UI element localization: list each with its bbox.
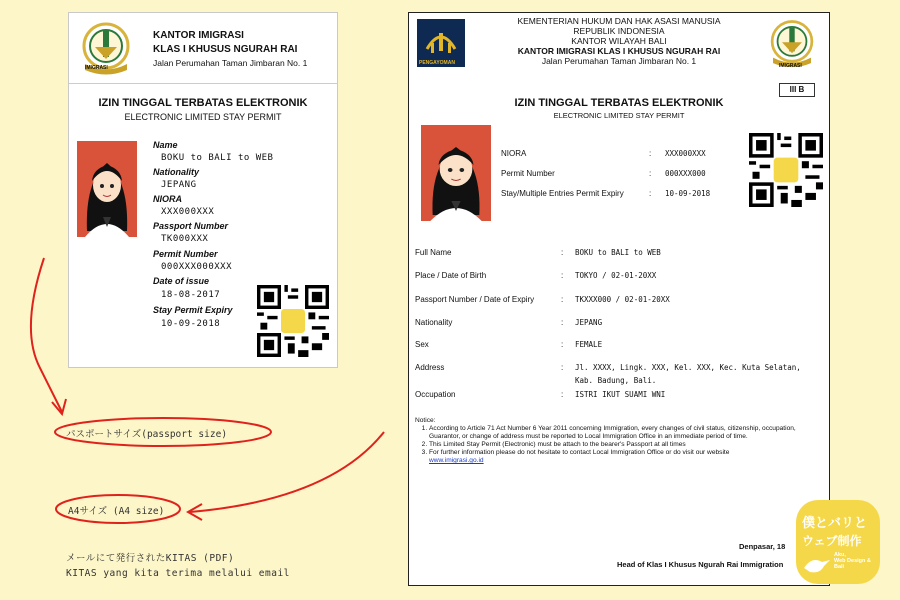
label-occupation: Occupation	[415, 390, 456, 399]
field-label-name: Name	[153, 140, 178, 150]
colon: :	[561, 340, 564, 349]
colon: :	[561, 295, 564, 304]
logo-text: PENGAYOMAN	[419, 60, 455, 66]
colon: :	[649, 189, 652, 198]
stamp-line2: ウェブ制作	[802, 534, 862, 548]
value-birth: TOKYO / 02-01-20XX	[575, 271, 657, 280]
value-address: Jl. XXXX, Lingk. XXX, Kel. XXX, Kec. Kuta Selatan,	[575, 363, 801, 372]
website-link[interactable]: www.imigrasi.go.id	[429, 457, 484, 464]
colon: :	[561, 390, 564, 399]
stamp-line1: 僕とバリと	[802, 515, 868, 530]
colon: :	[561, 248, 564, 257]
field-label-expiry: Stay Permit Expiry	[153, 305, 233, 315]
label-address: Address	[415, 363, 445, 372]
field-value-passport: TK000XXX	[161, 234, 209, 244]
ministry-line1: KEMENTERIAN HUKUM DAN HAK ASASI MANUSIA	[517, 16, 721, 26]
top-value-expiry: 10-09-2018	[665, 189, 711, 198]
field-value-name: BOKU to BALI to WEB	[161, 153, 274, 163]
bird-icon	[802, 554, 832, 576]
field-label-niora: NIORA	[153, 194, 182, 204]
permit-code-box: III B	[779, 83, 815, 97]
qr-code-icon	[749, 133, 823, 207]
a4-permit-document	[408, 12, 830, 586]
emblem-text: IMIGRASI	[779, 63, 802, 69]
top-value-niora: XXX000XXX	[665, 149, 706, 158]
field-value-issue: 18-08-2017	[161, 290, 221, 300]
value-nationality: JEPANG	[575, 318, 603, 327]
stamp-line3	[834, 552, 871, 570]
top-label-permit: Permit Number	[501, 169, 555, 178]
notice-list	[415, 425, 815, 465]
top-label-expiry: Stay/Multiple Entries Permit Expiry	[501, 189, 624, 198]
office-line2: KLAS I KHUSUS NGURAH RAI	[153, 44, 298, 55]
label-full-name: Full Name	[415, 248, 452, 257]
notice-item-text: For further information please do not hesitate to contact Local Immigration Office or do visit our website	[429, 449, 730, 456]
notice-item	[429, 449, 815, 465]
doc-title: IZIN TINGGAL TERBATAS ELEKTRONIK	[514, 97, 724, 109]
doc-subtitle: ELECTRONIC LIMITED STAY PERMIT	[553, 111, 685, 120]
top-label-niora: NIORA	[501, 149, 527, 158]
field-label-issue: Date of issue	[153, 276, 210, 286]
ministry-line3: KANTOR WILAYAH BALI	[571, 36, 667, 46]
field-value-niora: XXX000XXX	[161, 207, 215, 217]
signature-place: Denpasar, 18	[739, 542, 786, 551]
emblem-text: IMIGRASI	[85, 65, 108, 71]
stamp-line3c: Bali	[834, 564, 845, 570]
top-value-permit: 000XXX000	[665, 169, 706, 178]
notice-item: 2. This Limited Stay Permit (Electronic) must be attach to the bearer's Passport at all times	[429, 441, 815, 449]
value-occupation: ISTRI IKUT SUAMI WNI	[575, 390, 666, 399]
notice-item: 1. According to Article 71 Act Number 6 Year 2011 concerning Immigration, every changes of civil status, citizenship, occupation, Guarantor, or change of address must be reported to Local Immigration Office in an immediate period of time.	[429, 425, 815, 441]
passport-size-permit-card	[68, 12, 338, 368]
label-birth: Place / Date of Birth	[415, 271, 487, 280]
ministry-line4: KANTOR IMIGRASI KLAS I KHUSUS NGURAH RAI	[517, 46, 721, 56]
signature-title: Head of Klas I Khusus Ngurah Rai Immigration	[617, 560, 784, 569]
portrait-photo	[421, 125, 491, 221]
value-passport: TKXXX000 / 02-01-20XX	[575, 295, 670, 304]
immigration-emblem-icon	[77, 19, 135, 81]
divider	[69, 83, 337, 84]
caption-indonesian: KITAS yang kita terima melalui email	[66, 568, 290, 579]
stamp-line3b: Web Design &	[834, 558, 871, 564]
brand-stamp-logo	[796, 500, 880, 584]
label-sex: Sex	[415, 340, 429, 349]
notice-title: Notice:	[415, 417, 436, 424]
stamp-line3a: Aku,	[834, 552, 846, 558]
colon: :	[649, 169, 652, 178]
field-label-nationality: Nationality	[153, 167, 200, 177]
office-address: Jalan Perumahan Taman Jimbaran No. 1	[153, 58, 308, 68]
notice-block	[415, 417, 815, 465]
field-value-permit: 000XXX000XXX	[161, 262, 233, 272]
permit-title: IZIN TINGGAL TERBATAS ELEKTRONIK	[98, 97, 308, 109]
field-label-passport: Passport Number	[153, 221, 229, 231]
label-passport: Passport Number / Date of Expiry	[415, 295, 535, 304]
passport-size-label: パスポートサイズ(passport size)	[66, 429, 228, 440]
permit-subtitle: ELECTRONIC LIMITED STAY PERMIT	[124, 112, 282, 122]
caption-japanese: メールにて発行されたKITAS (PDF)	[66, 553, 235, 564]
field-value-nationality: JEPANG	[161, 180, 197, 190]
value-full-name: BOKU to BALI to WEB	[575, 248, 661, 257]
colon: :	[561, 363, 564, 372]
colon: :	[561, 318, 564, 327]
value-address-line2: Kab. Badung, Bali.	[575, 376, 657, 385]
value-sex: FEMALE	[575, 340, 603, 349]
a4-size-label: A4サイズ (A4 size)	[68, 506, 165, 517]
qr-code-icon	[257, 285, 329, 357]
colon: :	[649, 149, 652, 158]
ministry-line5: Jalan Perumahan Taman Jimbaran No. 1	[541, 56, 697, 66]
colon: :	[561, 271, 564, 280]
field-label-permit: Permit Number	[153, 249, 218, 259]
portrait-photo	[77, 141, 137, 237]
ministry-line2: REPUBLIK INDONESIA	[573, 26, 665, 36]
field-value-expiry: 10-09-2018	[161, 319, 221, 329]
office-line1: KANTOR IMIGRASI	[153, 30, 244, 41]
label-nationality: Nationality	[415, 318, 453, 327]
